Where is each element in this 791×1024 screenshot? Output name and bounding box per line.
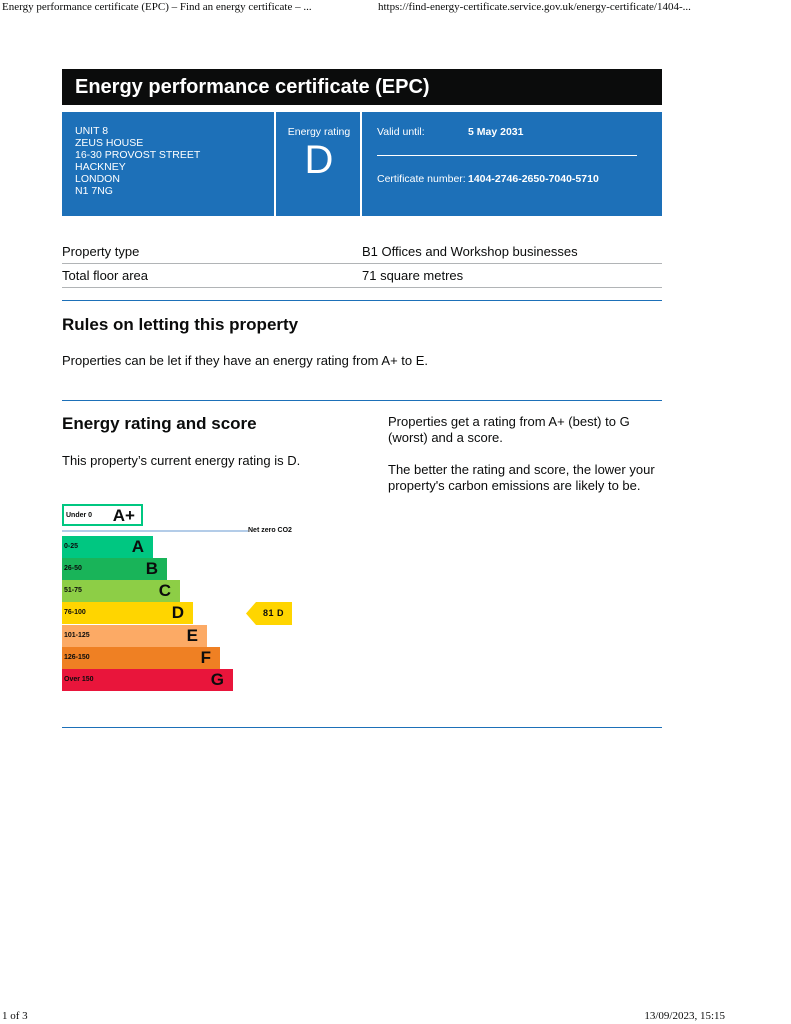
address-line: 16-30 PROVOST STREET [75, 149, 201, 161]
current-rating-text: This property’s current energy rating is D. [62, 453, 301, 468]
rating-heading: Energy rating and score [62, 414, 257, 433]
band-range-label: 126-150 [64, 654, 90, 661]
band-a-plus [62, 504, 143, 526]
letting-heading: Rules on letting this property [62, 315, 299, 334]
band-letter: D [171, 603, 184, 622]
certificate-details [364, 112, 662, 216]
band-range-label: 26-50 [64, 565, 82, 572]
print-footer [0, 1010, 791, 1024]
section-divider [62, 300, 662, 301]
band-range-label: Over 150 [64, 676, 94, 683]
letting-text: Properties can be let if they have an energy rating from A+ to E. [62, 353, 429, 368]
band-c [62, 580, 180, 602]
valid-until-label: Valid until: [377, 126, 425, 138]
energy-rating-box [278, 112, 362, 216]
band-b [62, 558, 167, 580]
band-a [62, 536, 153, 558]
energy-rating-chart [62, 500, 302, 700]
band-letter: G [210, 670, 224, 689]
property-address [62, 112, 276, 216]
band-d [62, 602, 193, 624]
property-row [62, 264, 662, 288]
floor-area-label: Total floor area [62, 268, 148, 283]
band-range-label: 0-25 [64, 543, 79, 550]
band-letter: F [200, 648, 211, 667]
address-line: HACKNEY [75, 161, 126, 173]
section-divider [62, 400, 662, 401]
section-divider [62, 727, 662, 728]
energy-rating-letter: D [304, 138, 334, 182]
band-g [62, 669, 233, 691]
divider [377, 155, 637, 156]
band-range-label: Under 0 [66, 512, 93, 519]
band-range-label: 101-125 [64, 632, 90, 639]
property-details-list [62, 240, 662, 288]
print-page-url[interactable]: https://find-energy-certificate.service.gov.uk/energy-certificate/1404-... [378, 1, 691, 13]
page-title: Energy performance certificate (EPC) [62, 69, 662, 105]
property-type-label: Property type [62, 244, 140, 259]
certificate-number-label: Certificate number: [377, 173, 466, 185]
band-letter: A+ [112, 506, 135, 525]
print-header [0, 0, 791, 18]
band-e [62, 625, 207, 647]
address-line: N1 7NG [75, 185, 113, 197]
address-line: UNIT 8 [75, 125, 109, 137]
band-letter: C [158, 581, 171, 600]
floor-area-value: 71 square metres [362, 268, 464, 283]
band-range-label: 76-100 [64, 609, 86, 616]
net-zero-line [62, 530, 248, 532]
address-line: LONDON [75, 173, 120, 185]
property-type-value: B1 Offices and Workshop businesses [362, 244, 578, 259]
property-row [62, 240, 662, 264]
net-zero-label: Net zero CO2 [248, 527, 292, 534]
current-rating-pointer [246, 602, 292, 625]
band-letter: B [145, 559, 158, 578]
page-number: 1 of 3 [2, 1010, 28, 1022]
rating-carbon-text: The better the rating and score, the lower your property's carbon emissions are likely to be. [388, 462, 655, 493]
energy-rating-label: Energy rating [287, 126, 351, 138]
current-rating-value: 81 D [263, 608, 285, 618]
valid-until-date: 5 May 2031 [468, 126, 524, 138]
print-datetime: 13/09/2023, 15:15 [644, 1010, 725, 1022]
address-line: ZEUS HOUSE [75, 137, 144, 149]
epc-summary [62, 112, 662, 216]
certificate-number: 1404-2746-2650-7040-5710 [468, 173, 599, 185]
print-page-title: Energy performance certificate (EPC) – Find an energy certificate – ... [2, 1, 312, 13]
band-range-label: 51-75 [64, 587, 82, 594]
rating-explanation: Properties get a rating from A+ (best) to G (worst) and a score. [388, 414, 630, 445]
band-letter: E [186, 626, 198, 645]
band-letter: A [131, 537, 144, 556]
band-f [62, 647, 220, 669]
